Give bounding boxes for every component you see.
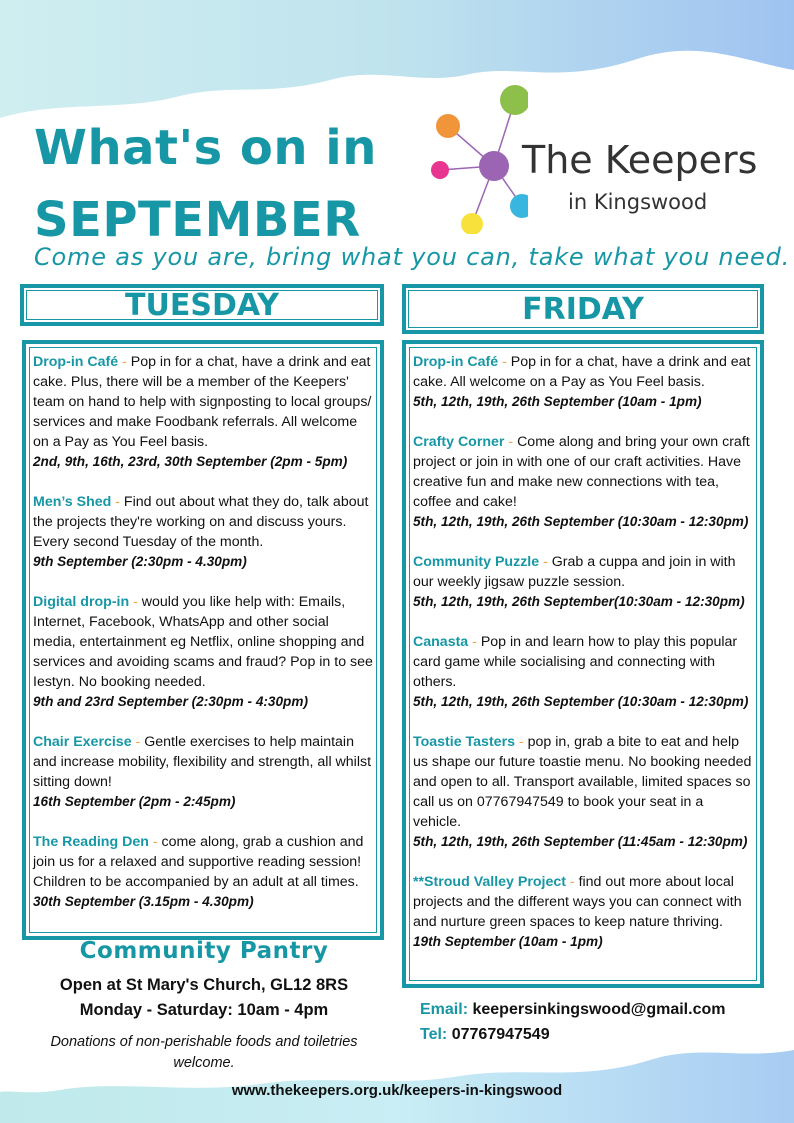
event-description: come along, grab a cushion and join us for a relaxed and supportive reading session! Children to be accompanied by an adult at all times. [33,834,364,890]
logo-text-sub: in Kingswood [568,190,708,214]
pantry-hours: Monday - Saturday: 10am - 4pm [79,1001,329,1019]
contact-tel-row [420,1026,550,1044]
event-item [413,552,753,612]
event-name: Community Puzzle [413,554,540,570]
tel-label: Tel: [420,1026,448,1043]
title-line-1: What's on in [34,120,377,176]
email-label: Email: [420,1001,469,1018]
event-description: Pop in and learn how to play this popular card game while socialising and connecting with others. [413,634,738,690]
event-item [33,592,373,712]
page-title [34,112,377,256]
event-dates: 5th, 12th, 19th, 26th September(10:30am - 12:30pm) [413,594,745,609]
pantry-title: Community Pantry [79,938,329,964]
tuesday-events-list [29,347,377,933]
event-description: Come along and bring your own craft project or join in with one of our craft activities. Have creative fun and make new connections with tea, coffee and cake! [413,434,750,510]
event-item [33,832,373,912]
event-separator: - [111,494,124,510]
website-link[interactable]: www.thekeepers.org.uk/keepers-in-kingswood [231,1082,563,1099]
event-dates: 9th September (2:30pm - 4.30pm) [33,554,247,569]
event-name: Chair Exercise [33,734,132,750]
event-name: **Stroud Valley Project [413,874,566,890]
event-item [413,432,753,532]
event-separator: - [148,834,162,850]
event-separator: - [539,554,552,570]
event-description: Pop in for a chat, have a drink and eat cake. All welcome on a Pay as You Feel basis. [413,354,751,390]
event-name: Crafty Corner [413,434,505,450]
event-separator: - [131,734,145,750]
event-description: Pop in for a chat, have a drink and eat cake. Plus, there will be a member of the Keepers' team on hand to help with signposting to local groups/ services and make Foodbank referrals. All welcome on a Pay as You Feel basis. [33,354,372,450]
event-description: pop in, grab a bite to eat and help us shape our future toastie menu. No booking needed and open to all. Transport available, limited spaces so call us on 07767947549 to book your seat in a vehicle. [413,734,752,830]
event-name: The Reading Den [33,834,149,850]
event-dates: 5th, 12th, 19th, 26th September (10:30am - 12:30pm) [413,694,749,709]
event-separator: - [498,354,511,370]
event-name: Canasta [413,634,469,650]
event-item [413,352,753,412]
friday-heading-box [402,284,764,334]
event-separator: - [565,874,579,890]
event-dates: 9th and 23rd September (2:30pm - 4:30pm) [33,694,308,709]
event-item [413,632,753,712]
event-dates: 30th September (3.15pm - 4.30pm) [33,894,254,909]
event-item [33,352,373,472]
event-dates: 5th, 12th, 19th, 26th September (11:45am - 12:30pm) [413,834,748,849]
event-separator: - [118,354,131,370]
event-description: find out more about local projects and the different ways you can connect with and nurture green spaces to keep nature thriving. [413,874,742,930]
event-name: Drop-in Café [33,354,119,370]
event-separator: - [514,734,528,750]
pantry-donations-note: Donations of non-perishable foods and toiletries welcome. [50,1034,358,1071]
friday-heading: FRIDAY [408,290,758,328]
event-description: Find out about what they do, talk about the projects they're working on and discuss yours. Every second Tuesday of the month. [33,494,369,550]
network-dots-icon [418,74,528,234]
event-name: Drop-in Café [413,354,499,370]
event-name: Digital drop-in [33,594,130,610]
email-link[interactable]: keepersinkingswood@gmail.com [472,1001,726,1018]
event-item [413,732,753,852]
tuesday-column [22,340,384,940]
event-item [33,732,373,812]
event-separator: - [504,434,518,450]
event-dates: 5th, 12th, 19th, 26th September (10am - 1pm) [413,394,702,409]
event-dates: 16th September (2pm - 2:45pm) [33,794,236,809]
event-dates: 19th September (10am - 1pm) [413,934,603,949]
tuesday-heading: TUESDAY [26,290,378,320]
contact-email-row [420,1001,725,1019]
event-description: would you like help with: Emails, Internet, Facebook, WhatsApp and other social media, entertainment eg Netflix, online shopping and services and avoiding scams and fraud? Pop in to see Iestyn. No booking needed. [33,594,373,690]
tel-link[interactable]: 07767947549 [451,1026,550,1043]
event-description: Grab a cuppa and join in with our weekly jigsaw puzzle session. [413,554,736,590]
pantry-location: Open at St Mary's Church, GL12 8RS [59,976,349,994]
logo-text-main: The Keepers [522,138,758,182]
event-name: Men’s Shed [33,494,112,510]
event-dates: 2nd, 9th, 16th, 23rd, 30th September (2pm - 5pm) [33,454,348,469]
keepers-logo [418,74,770,244]
tagline: Come as you are, bring what you can, take what you need. [34,243,791,271]
friday-events-list [409,347,757,981]
friday-column [402,340,764,988]
event-separator: - [129,594,142,610]
event-item [413,872,753,952]
tuesday-heading-box [20,284,384,326]
event-item [33,492,373,572]
event-separator: - [468,634,481,650]
event-description: Gentle exercises to help maintain and increase mobility, flexibility and strength, all whilst sitting down! [33,734,372,790]
event-name: Toastie Tasters [413,734,515,750]
title-line-2: SEPTEMBER [34,192,361,248]
event-dates: 5th, 12th, 19th, 26th September (10:30am - 12:30pm) [413,514,749,529]
